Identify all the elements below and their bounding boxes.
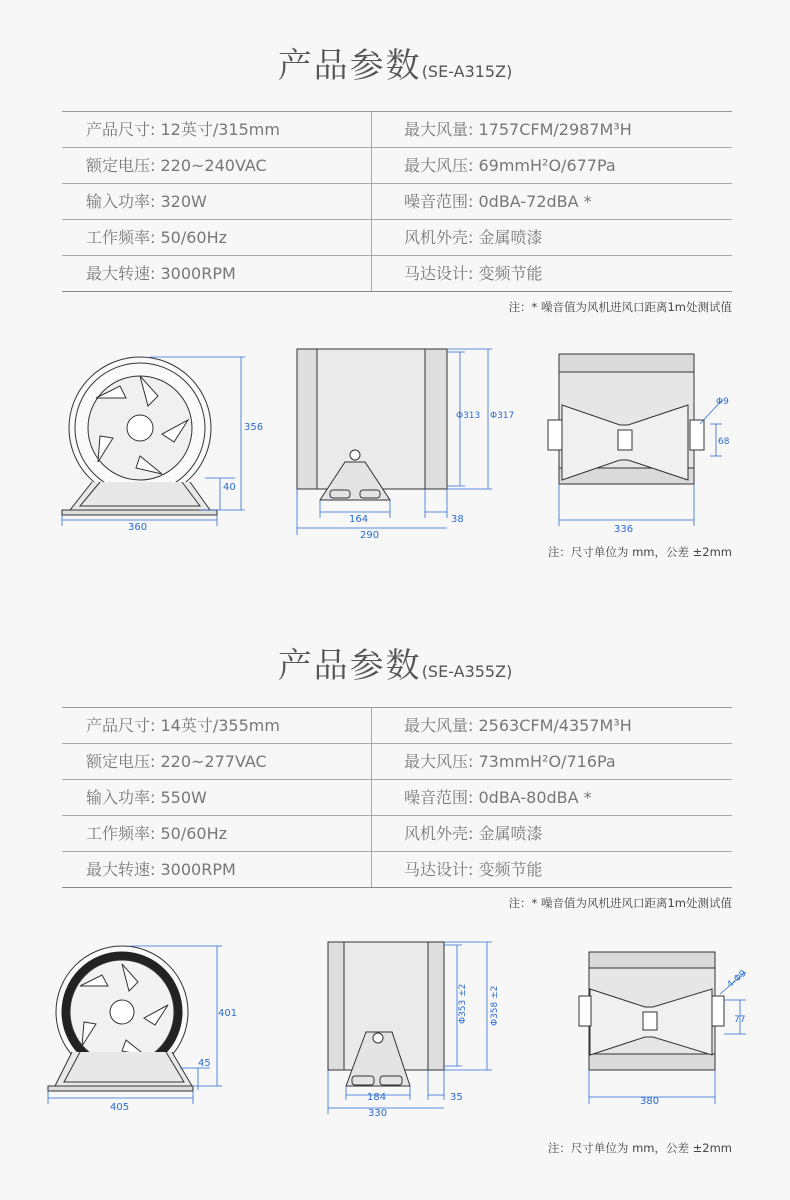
spec-section-2 xyxy=(0,600,790,1200)
technical-drawings xyxy=(0,600,790,1200)
dim-label: Φ358 ±2 xyxy=(490,985,500,1026)
spec-cell: 噪音范围: 0dBA-80dBA * xyxy=(404,788,592,807)
dim-label: 330 xyxy=(368,1108,388,1119)
spec-cell: 产品尺寸: 12英寸/315mm xyxy=(62,112,372,147)
units-note: 注：尺寸单位为 mm，公差 ±2mm xyxy=(547,545,732,559)
spec-cell: 最大转速: 3000RPM xyxy=(62,852,372,887)
dim-label: 77 xyxy=(734,1015,746,1025)
spec-cell: 最大风量: 2563CFM/4357M³H xyxy=(404,716,632,735)
spec-cell: 最大风量: 1757CFM/2987M³H xyxy=(404,120,632,139)
spec-cell: 最大转速: 3000RPM xyxy=(62,256,372,291)
spec-cell: 马达设计: 变频节能 xyxy=(404,860,543,879)
top-view-drawing xyxy=(548,354,704,484)
noise-note: 注：* 噪音值为风机进风口距离1m处测试值 xyxy=(508,896,732,910)
dim-label: 35 xyxy=(450,1092,463,1103)
dim-label: 68 xyxy=(718,437,730,447)
title-model: (SE-A355Z) xyxy=(421,662,513,681)
dim-label: 45 xyxy=(198,1058,211,1069)
dim-label: 380 xyxy=(640,1096,660,1107)
dim-label: 336 xyxy=(614,524,634,535)
dim-label: 405 xyxy=(110,1102,130,1113)
dim-label: 164 xyxy=(349,514,369,525)
noise-note: 注：* 噪音值为风机进风口距离1m处测试值 xyxy=(508,300,732,314)
dim-label: 4-Φ9 xyxy=(725,968,749,991)
spec-cell: 工作频率: 50/60Hz xyxy=(62,220,372,255)
spec-cell: 工作频率: 50/60Hz xyxy=(62,816,372,851)
dim-label: Φ317 xyxy=(490,411,515,421)
units-note: 注：尺寸单位为 mm，公差 ±2mm xyxy=(547,1141,732,1155)
dim-label: 360 xyxy=(128,522,148,533)
spec-cell: 最大风压: 73mmH²O/716Pa xyxy=(404,752,616,771)
spec-cell: 马达设计: 变频节能 xyxy=(404,264,543,283)
front-view-drawing xyxy=(62,357,217,515)
side-view-drawing xyxy=(328,942,444,1086)
title-model: (SE-A315Z) xyxy=(421,62,513,81)
top-view-drawing xyxy=(579,952,724,1070)
front-view-drawing xyxy=(48,946,193,1091)
spec-cell: 最大风压: 69mmH²O/677Pa xyxy=(404,156,616,175)
spec-cell: 输入功率: 550W xyxy=(62,780,372,815)
spec-cell: 额定电压: 220~277VAC xyxy=(62,744,372,779)
title-main: 产品参数 xyxy=(277,646,422,686)
spec-cell: 噪音范围: 0dBA-72dBA * xyxy=(404,192,592,211)
dim-label: Φ9 xyxy=(716,397,729,407)
dim-label: 290 xyxy=(360,530,380,541)
spec-cell: 风机外壳: 金属喷漆 xyxy=(404,228,543,247)
side-view-drawing xyxy=(297,349,447,500)
dim-label: 184 xyxy=(367,1092,387,1103)
spec-cell: 额定电压: 220~240VAC xyxy=(62,148,372,183)
dim-label: Φ313 xyxy=(456,411,481,421)
spec-cell: 风机外壳: 金属喷漆 xyxy=(404,824,543,843)
dim-label: Φ353 ±2 xyxy=(458,983,468,1024)
dim-label: 40 xyxy=(223,482,236,493)
spec-cell: 产品尺寸: 14英寸/355mm xyxy=(62,708,372,743)
spec-cell: 输入功率: 320W xyxy=(62,184,372,219)
title-main: 产品参数 xyxy=(277,46,422,86)
dim-label: 401 xyxy=(218,1008,238,1019)
dim-label: 38 xyxy=(451,514,464,525)
dim-label: 356 xyxy=(244,422,264,433)
